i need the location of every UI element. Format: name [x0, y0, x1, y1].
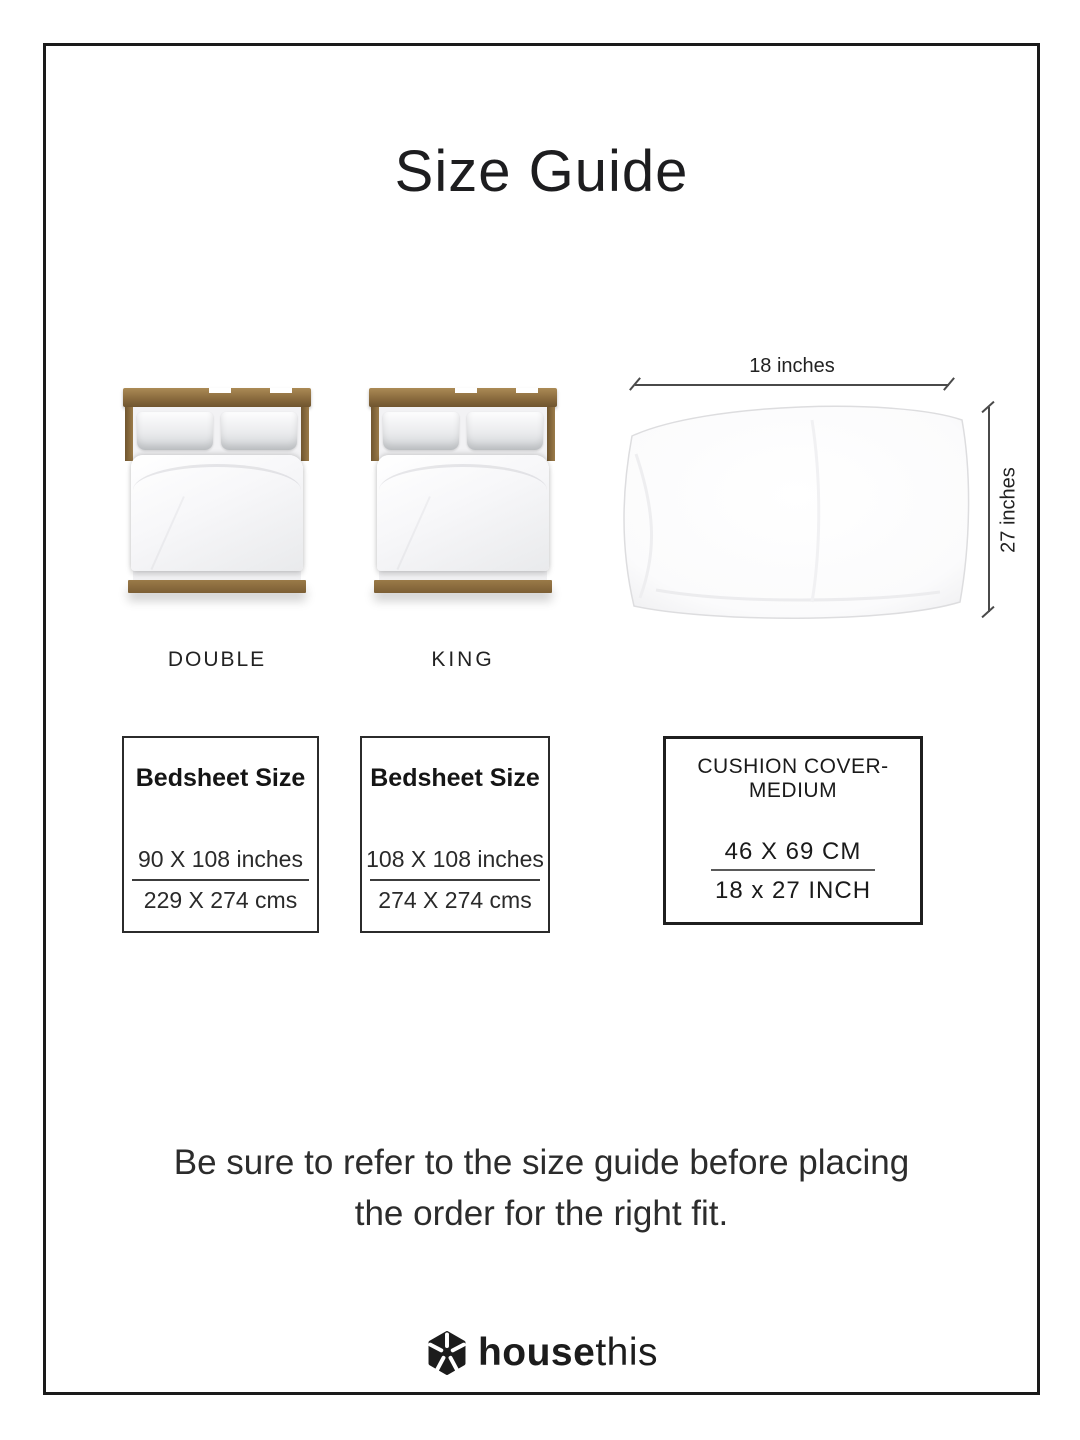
duvet-fold — [379, 464, 547, 490]
king-bed-illustration — [369, 388, 557, 593]
cushion-cover-title: CUSHION COVER- MEDIUM — [697, 755, 889, 802]
brand-name-this: this — [595, 1331, 659, 1374]
double-bed-illustration — [123, 388, 311, 593]
cushion-pillow-image — [616, 394, 978, 626]
page-border-frame — [43, 43, 1040, 1395]
cushion-height-dimension-line — [988, 407, 990, 612]
cushion-size-cm: 46 X 69 CM — [724, 838, 862, 865]
cushion-illustration — [616, 394, 978, 626]
brand-name — [478, 1331, 658, 1375]
bed-footboard — [128, 580, 306, 593]
cushion-height-dimension-label: 27 inches — [997, 467, 1020, 553]
bedsheet-size-cms: 274 X 274 cms — [378, 887, 532, 913]
duvet-crease — [396, 496, 529, 614]
double-bed-label: DOUBLE — [167, 648, 267, 671]
bedsheet-size-inches: 90 X 108 inches — [138, 846, 303, 872]
bed-footboard — [374, 580, 552, 593]
headboard-notch — [516, 388, 538, 393]
note-line-1: Be sure to refer to the size guide before placing — [173, 1143, 910, 1182]
size-guide-note — [46, 1138, 1037, 1240]
king-bedsheet-size-box — [360, 736, 550, 933]
bed-side-rail — [371, 407, 379, 461]
bed-side-rail — [547, 407, 555, 461]
headboard-notch — [270, 388, 292, 393]
size-divider-line — [132, 879, 309, 881]
brand-logo — [46, 1331, 1037, 1375]
page-title: Size Guide — [394, 139, 689, 204]
brand-name-house: house — [477, 1331, 596, 1374]
duvet-crease — [150, 496, 283, 614]
bed-pillow — [137, 412, 213, 450]
bed-mattress — [133, 407, 301, 581]
bed-mattress — [379, 407, 547, 581]
bed-pillow — [467, 412, 543, 450]
cushion-width-dimension-line — [635, 384, 949, 386]
size-divider-line — [711, 869, 875, 871]
bed-duvet — [377, 455, 549, 571]
pinwheel-logo-icon — [425, 1331, 469, 1375]
duvet-fold — [133, 464, 301, 490]
double-bedsheet-size-box — [122, 736, 319, 933]
bed-headboard — [123, 388, 311, 407]
cushion-size-inch: 18 x 27 INCH — [714, 877, 872, 904]
cushion-cover-size-box — [663, 736, 923, 925]
headboard-notch — [455, 388, 477, 393]
bed-duvet — [131, 455, 303, 571]
headboard-notch — [209, 388, 231, 393]
bedsheet-size-cms: 229 X 274 cms — [143, 887, 298, 913]
cushion-width-dimension-label: 18 inches — [749, 355, 835, 377]
bed-pillow — [383, 412, 459, 450]
bed-headboard — [369, 388, 557, 407]
bedsheet-size-title: Bedsheet Size — [135, 764, 306, 792]
size-divider-line — [370, 879, 540, 881]
bed-side-rail — [301, 407, 309, 461]
bed-pillow — [221, 412, 297, 450]
bedsheet-size-inches: 108 X 108 inches — [366, 846, 544, 872]
king-bed-label: KING — [431, 648, 495, 671]
note-line-2: the order for the right fit. — [354, 1193, 729, 1233]
bedsheet-size-title: Bedsheet Size — [370, 764, 540, 792]
bed-side-rail — [125, 407, 133, 461]
